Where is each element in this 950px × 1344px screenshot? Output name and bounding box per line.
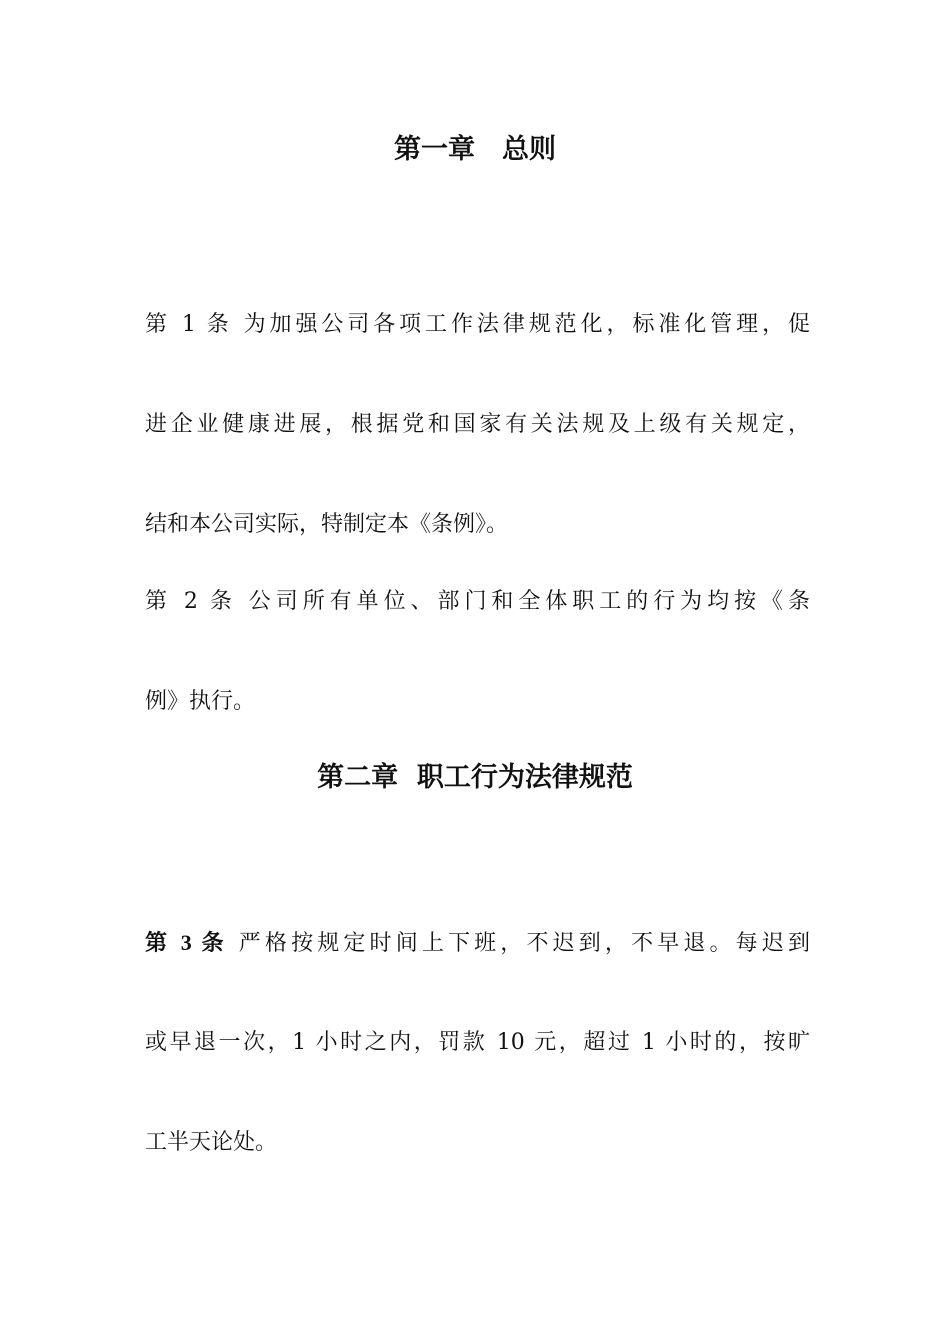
chapter-1-title: 第一章 总则 (394, 134, 556, 165)
article-3-label: 第 3 条 (145, 930, 228, 955)
article-3-line-1 (145, 928, 810, 959)
article-1-line-1: 第 1 条 为加强公司各项工作法律规范化，标准化管理，促 (145, 312, 810, 337)
chapter-2-title: 第二章 职工行为法律规范 (317, 762, 633, 793)
article-3-line-1-text: 严格按规定时间上下班，不迟到，不早退。每迟到 (227, 931, 810, 956)
article-3-line-3: 工半天论处。 (145, 1130, 278, 1155)
article-3-line-2: 或早退一次，1 小时之内，罚款 10 元，超过 1 小时的，按旷 (145, 1030, 810, 1055)
article-1-line-3: 结和本公司实际，特制定本《条例》。 (145, 512, 509, 537)
article-1-line-2: 进企业健康进展，根据党和国家有关法规及上级有关规定， (145, 412, 810, 437)
article-2-line-1: 第 2 条 公司所有单位、部门和全体职工的行为均按《条 (145, 589, 810, 614)
article-2-line-2: 例》执行。 (145, 689, 256, 714)
